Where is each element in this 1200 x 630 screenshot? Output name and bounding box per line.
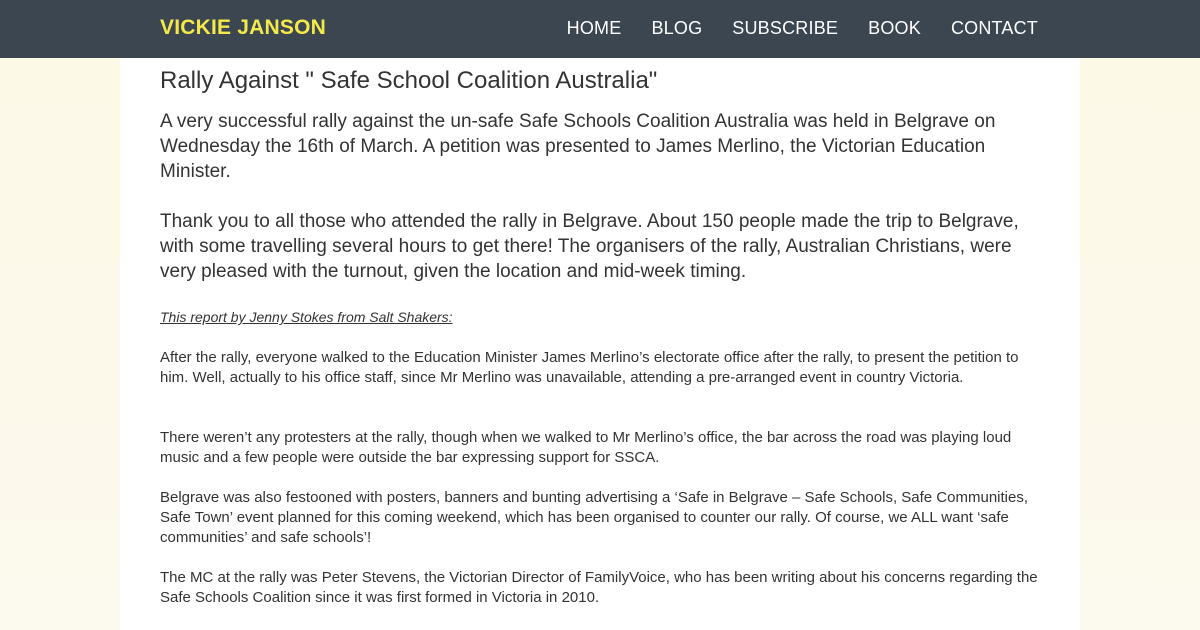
body-paragraph: After the rally, everyone walked to the Education Minister James Merlino’s electorate office after the rally, to present the petition to him. Well, actually to his office staff, since Mr Merlino was unavailable, attending a pre-arranged event in country Victoria. xyxy=(160,349,1019,386)
lead-paragraph: A very successful rally against the un-safe Safe Schools Coalition Australia was held in Belgrave on Wednesday the 16th of March. A petition was presented to James Merlino, the Victorian Education Minister. xyxy=(160,111,996,182)
report-credit: This report by Jenny Stokes from Salt Shakers: xyxy=(160,309,453,325)
body-paragraph: There weren’t any protesters at the rally, though when we walked to Mr Merlino’s office, the bar across the road was playing loud music and a few people were outside the bar expressing support for SSCA. xyxy=(160,429,1012,466)
nav-book[interactable]: BOOK xyxy=(868,18,921,38)
article-title: Rally Against " Safe School Coalition Australia" xyxy=(160,67,658,94)
main-nav xyxy=(567,18,1038,39)
nav-contact[interactable]: CONTACT xyxy=(950,18,1038,38)
lead-paragraph: Thank you to all those who attended the rally in Belgrave. About 150 people made the trip to Belgrave, with some travelling several hours to get there! The organisers of the rally, Australian Christians, were very pleased with the turnout, given the location and mid-week timing. xyxy=(160,211,1019,282)
body-paragraph: Belgrave was also festooned with posters, banners and bunting advertising a ‘Safe in Belgrave – Safe Schools, Safe Communities, Safe Town’ event planned for this coming weekend, which has been organised to counter our rally. Of course, we ALL want ‘safe communities’ and safe schools’! xyxy=(160,489,1029,546)
nav-home[interactable]: HOME xyxy=(566,18,622,38)
nav-blog[interactable]: BLOG xyxy=(651,18,703,38)
article-panel xyxy=(120,58,1080,630)
site-brand-link[interactable]: VICKIE JANSON xyxy=(160,16,326,39)
nav-subscribe[interactable]: SUBSCRIBE xyxy=(732,18,839,38)
site-header xyxy=(0,0,1200,58)
body-paragraph: The MC at the rally was Peter Stevens, the Victorian Director of FamilyVoice, who has been writing about his concerns regarding the Safe Schools Coalition since it was first formed in Victoria in 2010. xyxy=(160,569,1038,606)
